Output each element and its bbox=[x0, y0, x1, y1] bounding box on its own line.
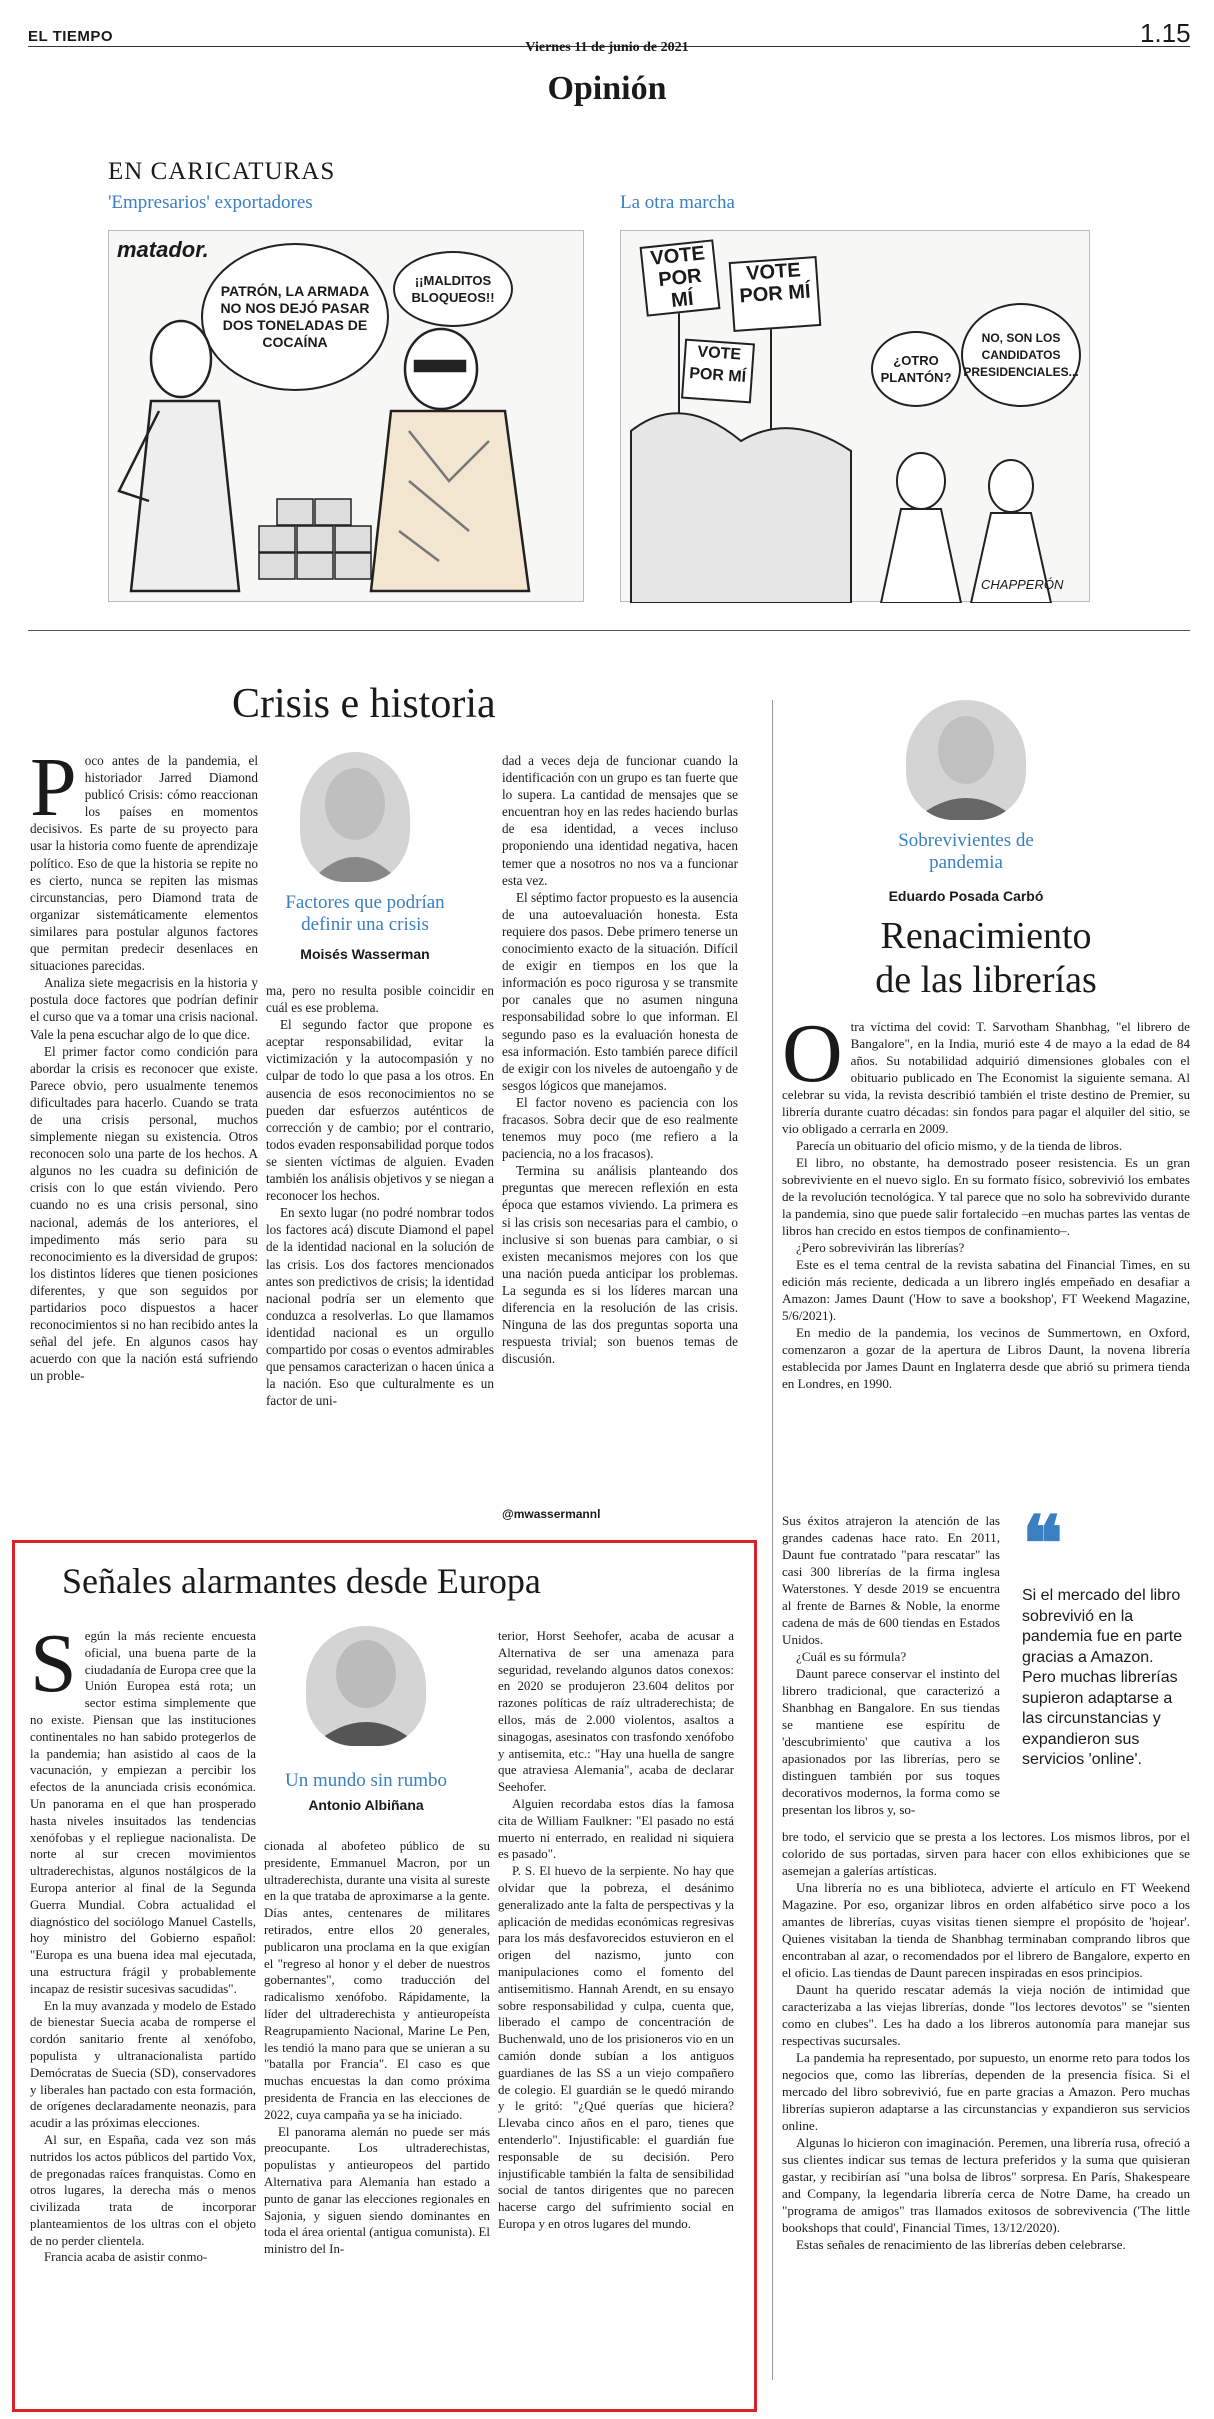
crisis-column-3: dad a veces deja de funcionar cuando la identificación con un grupo es tan fuerte que lo supera. La cantidad de mensajes que se encuentran hoy en las redes haciendo burlas de esa identidad, a veces incluso proponiendo una identidad negativa, hacen temer que a nosotros no nos va a funcionar esta vez. El séptimo factor propuesto es la ausencia de una autoevaluación honesta. Esta requiere dos pasos. Debe primero tenerse un conocimiento exacto de la situación. Difícil de exigir en tiempos en los que la información es poco rigurosa y se transmite por canales que no asumen ninguna responsabilidad sobre lo que informan. El segundo paso es la evaluación honesta de esa información. Esto también parece difícil de exigir con los niveles de autoengaño y de sesgos lógicos que manejamos. El factor noveno es paciencia con los fracasos. Sobra decir que de eso realmente tenemos muy poco (me refiero a la paciencia, no a los fracasos). Termina su análisis planteando dos preguntas que merecen reflexión en esta época que estamos viviendo. La primera es si las crisis son necesarias para el cambio, o inclusive si son buenas para cambiar, o si existen mecanismos mejores con los que una nación pueda anticipar los problemas. La segunda es si los líderes marcan una diferencia en la resolución de las crisis. Ninguna de las dos preguntas soporta una respuesta trivial; son buenos temas de discusión. bbox=[502, 753, 738, 1367]
crisis-kicker: Factores que podrían definir una crisis bbox=[285, 892, 445, 935]
senales-headline: Señales alarmantes desde Europa bbox=[62, 1561, 541, 1601]
senales-column-1: S egún la más reciente encuesta oficial, una buena parte de la ciudadanía de Europa cree que la Unión Europea está rota; un sector estima simplemente que no existe. Piensan que las instituciones continentales no han sabido protegerlos de la pandemia; han asistido al caos de la vacunación, y empiezan a percibir los efectos de la anunciada crisis económica. Un panorama en el que han prosperado hasta niveles insuitados las tendencias xenófobas y el repliegue nacionalista. De norte al sur crecen movimientos ultraderechistas, algunos nostálgicos de la Europa anterior al final de la Segunda Guerra Mundial. Cobra actualidad el diagnóstico del sociólogo Manuel Castells, hoy ministro del Gobierno español: "Europa es una buena idea mal ejecutada, una estructura frágil y probablemente incapaz de resistir sucesivas sacudidas". En la muy avanzada y modelo de Estado de bienestar Suecia acaba de romperse el cordón sanitario frente al xenófobo, populista y ultranacionalista partido Demócratas de Suecia (SD), conservadores y liberales han pactado con esta formación, de orígenes declaradamente neonazis, para acudir a las próximas elecciones. Al sur, en España, cada vez son más nutridos los actos públicos del partido Vox, de pregonadas raíces franquistas. Como en otros lugares, la derecha más o menos civilizada trata de incorporar planteamientos de los ultras con el objeto de no perder clientela. Francia acaba de asistir conmo- bbox=[30, 1617, 256, 2265]
crisis-column-2: ma, pero no resulta posible coincidir en cuál es ese problema. El segundo factor que propone es aceptar responsabilidad, evitar la victimización y la autocompasión y no culpar de todo lo que pasa a los otros. En ausencia de esos reconocimientos no se pueden dar esfuerzos auténticos de corrección y de cambio; por el contrario, todos evaden responsabilidad porque todos se sienten víctimas de alguien. Evaden también los análisis objetivos y se niegan a reconocer los hechos. En sexto lugar (no podré nombrar todos los factores acá) discute Diamond el papel de la identidad nacional en la solución de las crisis. Los dos factores mencionados antes son predictivos de crisis; la identidad nacional podría ser un elemento que conduzca a resolverlas. Lo que llamamos identidad nacional es un orgullo compartido por cosas o eventos admirables que pensamos caracterizan o hacen única a la nación. Eso que culturalmente es un factor de uni- bbox=[266, 983, 494, 1409]
librerias-column-top: O tra víctima del covid: T. Sarvotham Shanbhag, "el librero de Bangalore", en la India, murió este 4 de mayo a la edad de 84 años. Su notabilidad adquirió dimensiones globales con el obituario publicado en The Economist la siguiente semana. Al celebrar su vida, la revista describió también el triste destino de Premier, su librería durante cuatro décadas: sin fondos para pagar el alquiler del sitio, se vio obligado a cerrarla en 2009. Parecía un obituario del oficio mismo, y de la tienda de libros. El libro, no obstante, ha demostrado poseer resistencia. Es un gran sobreviviente en el nuevo siglo. En su formato físico, sobrevivió los embates de la revolución tecnológica. Y tal parece que no solo ha sobrevivido durante la pandemia, sino que puede salir fortalecido –en muchas partes las ventas de libros han crecido en estos tiempos de confinamiento–. ¿Pero sobrevivirán las librerías? Este es el tema central de la revista sabatina del Financial Times, en su edición más reciente, dedicada a un librero inglés empeñado en desafiar a Amazon: James Daunt ('How to save a bookshop', FT Weekend Magazine, 5/6/2021). En medio de la pandemia, los vecinos de Summertown, en Oxford, comenzaron a gozar de la apertura de Libros Daunt, la novena librería establecida por James Daunt en Inglaterra desde que abrió su primera tienda en Londres, en 1990. bbox=[782, 1007, 1190, 1391]
crisis-column-1: P oco antes de la pandemia, el historiador Jarred Diamond publicó Crisis: cómo reaccionan los países en momentos decisivos. Es parte de su proyecto para usar la historia como fuente de aprendizaje político. Eso de que la historia se repite no es cierto, nunca se repiten las mismas circunstancias, pero Diamond trata de organizar sistemáticamente elementos similares para postular algunos factores que permitan predecir desenlaces en situaciones parecidas. Analiza siete megacrisis en la historia y postula doce factores que podrían definir el curso que va a tomar una crisis nacional. Vale la pena escuchar algo de lo que dice. El primer factor como condición para abordar la crisis es reconocer que existe. Parece obvio, pero usualmente tenemos dificultades para hacerlo. Cuando se trata de una crisis personal, muchos simplemente niegan su existencia. Otros reconocen solo una parte de los hechos. A algunos no les cuadra su definición de crisis con lo que están viviendo. Pero cuando no es una crisis personal, sino nacional, además de los anteriores, el impedimento más serio para su reconocimiento es la diversidad de grupos: los distintos líderes que tienen posiciones diferentes, y que son seguidos por partidarios poco dispuestos a hacer reconocimientos si no han recibido antes la señal del jefe. En algunos casos hay acuerdo con que la nación está sufriendo un proble- bbox=[30, 741, 258, 1384]
cartoon-left-title: 'Empresarios' exportadores bbox=[108, 192, 313, 213]
cartoon-empresarios bbox=[108, 230, 584, 602]
paper-name: EL TIEMPO bbox=[28, 28, 114, 45]
senales-column-3: terior, Horst Seehofer, acaba de acusar a Alternativa de ser una amenaza para seguridad, revelando algunos datos conexos: en 2020 se produjeron 23.604 delitos por razones políticas de raíz ultraderechista; de ellos, más de 2.000 violentos, asaltos a sinagogas, asesinatos con trasfondo xenófobo y antisemita, etc.: "Hay una huella de sangre que atraviesa Alemania", acaba de declarar Seehofer. Alguien recordaba estos días la famosa cita de William Faulkner: "El pasado no está muerto ni enterrado, en realidad ni siquiera es pasado". P. S. El huevo de la serpiente. No hay que olvidar que la pobreza, el desánimo generalizado ante la falta de perspectivas y la aplicación de medidas económicas regresivas para los más desfavorecidos estuvieron en el origen del nazismo, junto con manipulaciones como el fomento del antisemitismo. Hannah Arendt, en su ensayo sobre responsabilidad y culpa, cuenta que, liberado el campo de concentración de Buchenwald, uno de los prisioneros vio en un camión donde subían a los antiguos guardianes de las SS a un viejo compañero de colegio. El guardián se le quedó mirando y le gritó: "¿Qué querías que hiciera? Llevaba cinco años en el paro, tienes que entenderlo". Injustificable: el guardián fue responsable de su decisión. Pero injustificable también la falta de sensibilidad social de tantos dirigentes que no parecen hacerse cargo del sufrimiento social en Europa y en otros lugares del mundo. bbox=[498, 1629, 734, 2231]
dropcap: O bbox=[782, 1007, 843, 1100]
caricaturas-heading: EN CARICATURAS bbox=[108, 158, 336, 185]
cartoon-signature: matador. bbox=[117, 237, 209, 262]
protest-sign: VOTE POR MÍ bbox=[681, 339, 755, 404]
section-divider bbox=[28, 630, 1190, 631]
librerias-kicker: Sobrevivientes de pandemia bbox=[898, 830, 1034, 873]
dropcap: P bbox=[30, 741, 77, 834]
protest-sign: VOTE POR MÍ bbox=[729, 256, 822, 332]
author-photo bbox=[300, 752, 410, 882]
headline-line: Renacimiento bbox=[880, 915, 1092, 957]
page-number: 1.15 bbox=[1140, 18, 1191, 48]
senales-column-2: cionada al abofeteo público de su presidente, Emmanuel Macron, por un ultraderechista, durante una visita al sureste en la que trataba de aproximarse a la gente. Días antes, centenares de militares retirados, entre ellos 20 generales, publicaron una proclama en la que exigían el "regreso al honor y el deber de nuestros gobernantes", como traducción del radicalismo xenófobo. Rápidamente, la líder del ultraderechista y antieuropeísta Reagrupamiento Nacional, Marine Le Pen, les tendió la mano para que se unieran a su "batalla por Francia". El caso es que muchas encuestas la dan como próxima presidenta de Francia en las elecciones de 2022, cuya campaña ya se ha iniciado. El panorama alemán no puede ser más preocupante. Los ultraderechistas, populistas y antieuropeos del partido Alternativa para Alemania han estado a punto de ganar las elecciones regionales en Sajonia, y siguen siendo dominantes en toda el área oriental (antigua comunista). El ministro del In- bbox=[264, 1839, 490, 2257]
dropcap: S bbox=[30, 1617, 77, 1710]
pullquote: Si el mercado del libro sobrevivió en la pandemia fue en parte gracias a Amazon. Pero muchas librerías supieron adaptarse a las circunstancias y expandieron sus servicios 'online'. bbox=[1022, 1587, 1183, 1768]
librerias-author: Eduardo Posada Carbó bbox=[888, 888, 1044, 904]
speech-bubble: ¿OTRO PLANTÓN? bbox=[871, 331, 961, 407]
cartoon-right-title: La otra marcha bbox=[620, 192, 735, 213]
section-title: Opinión bbox=[547, 70, 667, 107]
senales-kicker: Un mundo sin rumbo bbox=[284, 1770, 448, 1791]
crisis-headline: Crisis e historia bbox=[232, 681, 496, 727]
cartoon-drawing bbox=[109, 231, 585, 603]
author-handle: @mwassermannl bbox=[502, 1507, 601, 1521]
speech-bubble: NO, SON LOS CANDIDATOS PRESIDENCIALES... bbox=[961, 303, 1081, 407]
author-photo bbox=[306, 1626, 426, 1746]
issue-date: Viernes 11 de junio de 2021 bbox=[525, 40, 689, 55]
author-photo bbox=[906, 700, 1026, 820]
crisis-author: Moisés Wasserman bbox=[300, 946, 430, 962]
librerias-headline bbox=[786, 914, 1186, 1002]
quote-icon: ❝ bbox=[1022, 1503, 1063, 1587]
headline-line: de las librerías bbox=[875, 959, 1097, 1001]
column-divider bbox=[772, 700, 773, 2380]
cartoon-otra-marcha bbox=[620, 230, 1090, 602]
senales-author: Antonio Albiñana bbox=[308, 1797, 424, 1813]
librerias-column-narrow: Sus éxitos atrajeron la atención de las grandes cadenas hace rato. En 2011, Daunt fue contratado "para rescatar" las casi 300 librerías de la firma inglesa Waterstones. Y desde 2019 se encuentra al frente de Barnes & Noble, la enorme cadena de más de 600 tiendas en Estados Unidos. ¿Cuál es su fórmula? Daunt parece conservar el instinto del librero tradicional, que caracterizó a Shanbhag en Bangalore. En sus tiendas se mantiene ese espíritu de 'descubrimiento' que cautiva a los apasionados por las librerías, pero se distinguen también por sus toques decorativos modernos, la forma como se presentan los libros y, so- bbox=[782, 1513, 1000, 1817]
librerias-column-bottom: bre todo, el servicio que se presta a los lectores. Los mismos libros, por el colorido de sus portadas, sirven para hacer con ellos exhibiciones que se asemejan a galerías artísticas. Una librería no es una biblioteca, advierte el artículo en FT Weekend Magazine. Por eso, organizar libros en orden alfabético sirve poco a los amantes de librerías, cuyas visitas tienen siempre el propósito de 'hojear'. Quienes visitaban la tienda de Shanbhag terminaban comprando libros que encontraban al azar, o recomendados por el librero de Bangalore, experto en el oficio. Las tiendas de Daunt parecen inspiradas en esos principios. Daunt ha querido rescatar además la vieja noción de intimidad que caracterizaba a las viejas librerías, donde "los lectores devotos" se "sienten como en clubes". Les ha dado a los libreros autonomía para manejar sus respectivas sucursales. La pandemia ha representado, por supuesto, un enorme reto para todos los negocios que, como las librerías, dependen de la presencia física. Si el mercado del libro sobrevivió, fue en parte gracias a Amazon. Pero muchas librerías supieron adaptarse a las circunstancias y expandieron sus servicios online. Algunas lo hicieron con imaginación. Peremen, una librería rusa, ofreció a sus clientes indicar sus temas de lectura preferidos y la suma que quisieran gastar, y recibirían así "una bolsa de libros" sorpresa. En París, Shakespeare and Company, la legendaria librería cerca de Notre Dame, ha creado un "programa de amigos" tras llamados exitosos de sobrevivencia ('The little bookshops that could', Financial Times, 13/12/2020). Estas señales de renacimiento de las librerías deben celebrarse. bbox=[782, 1829, 1190, 2252]
protest-sign: VOTE POR MÍ bbox=[640, 239, 721, 316]
speech-bubble: PATRÓN, LA ARMADA NO NOS DEJÓ PASAR DOS TONELADAS DE COCAÍNA bbox=[201, 243, 389, 391]
speech-bubble: ¡¡MALDITOS BLOQUEOS!! bbox=[393, 251, 513, 327]
cartoon-signature: CHAPPERÓN bbox=[981, 577, 1064, 592]
